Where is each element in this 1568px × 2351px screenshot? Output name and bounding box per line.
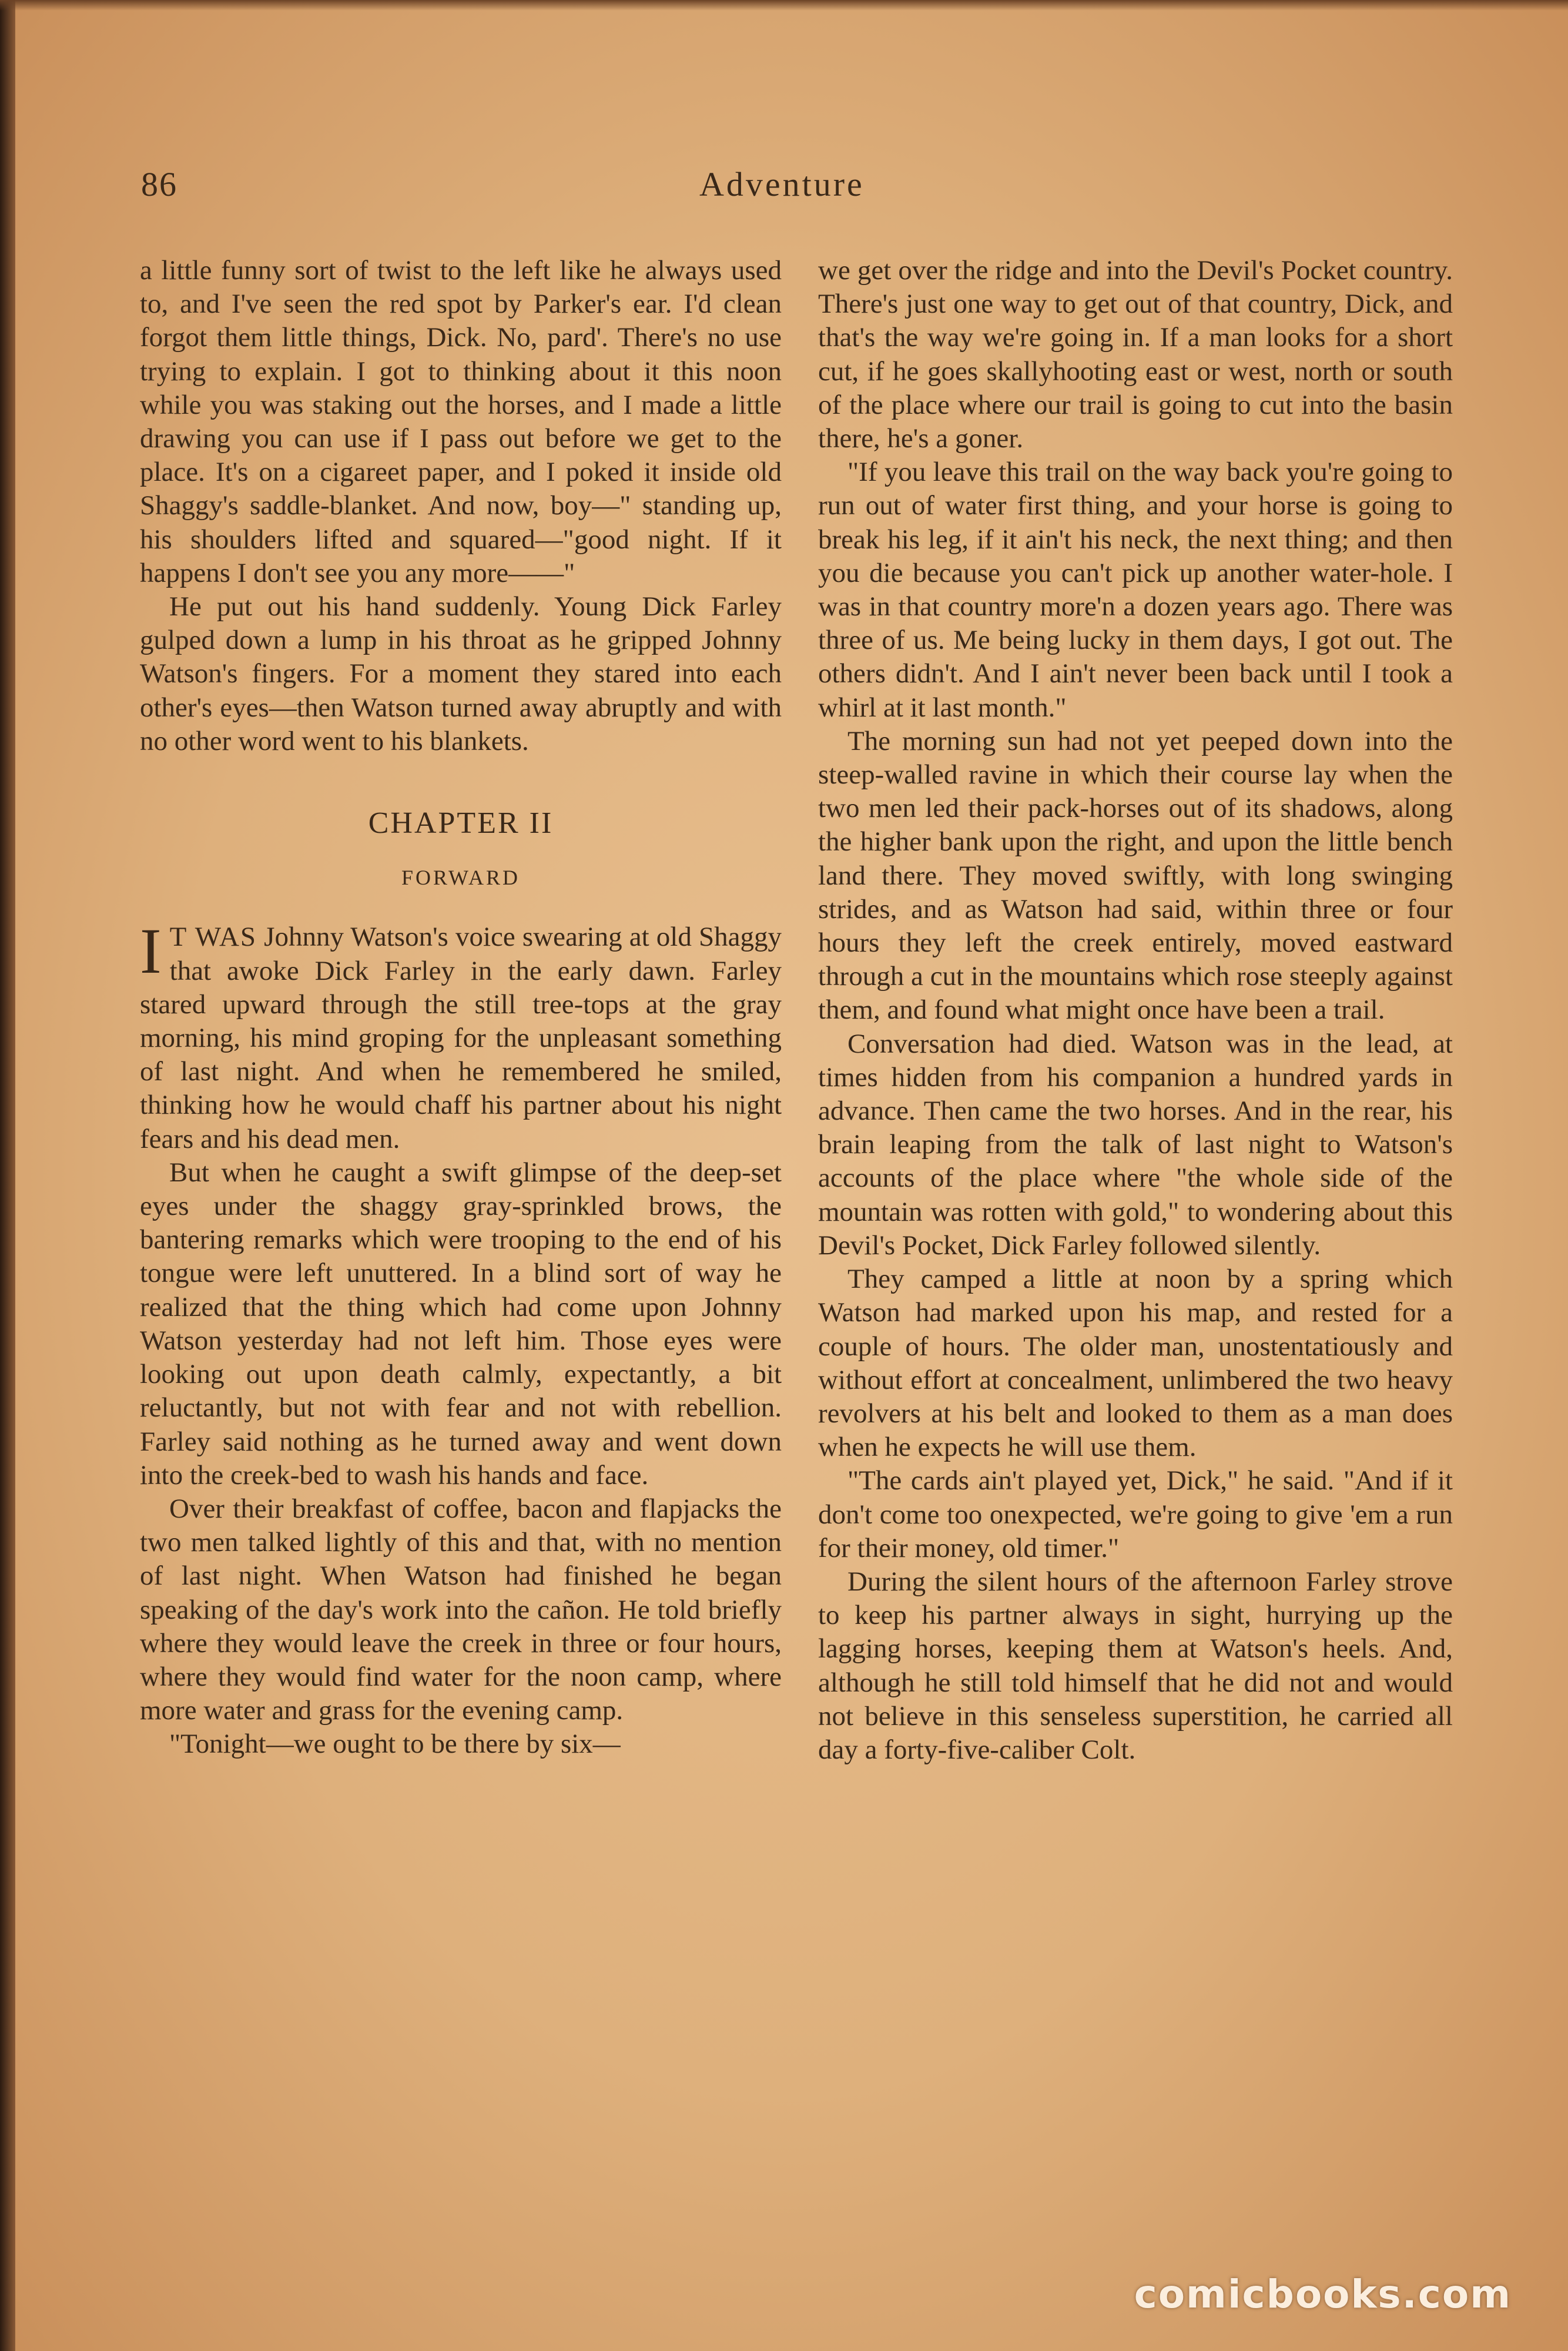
paragraph: Conversation had died. Watson was in the lead, at times hidden from his companion a hundred yards in advance. Then came the two horses. And in the rear, his brain leaping from the talk of last night to Watson's accounts of the place where "the whole side of the mountain was rotten with gold," to wondering about this Devil's Pocket, Dick Farley followed silently. [818, 1028, 1453, 1261]
page-top-edge [0, 0, 1568, 11]
paragraph: Over their breakfast of coffee, bacon and flapjacks the two men talked lightly of this and that, with no mention of last night. When Watson had finished he began speaking of the day's work into the cañon. He told briefly where they would leave the creek in three or four hours, where they would find water for the noon camp, where more water and grass for the evening camp. [140, 1493, 782, 1726]
running-title: Adventure [699, 165, 865, 203]
paragraph: They camped a little at noon by a spring which Watson had marked upon his map, and rested for a couple of hours. The older man, unostentatiously and without effort at concealment, unlimbered the two heavy revolvers at his belt and looked to them as a man does when he expects he will use them. [818, 1264, 1453, 1463]
chapter-subtitle: FORWARD [401, 866, 521, 890]
right-column [818, 254, 1453, 1767]
paragraph: we get over the ridge and into the Devil's Pocket country. There's just one way to get out of that country, Dick, and that's the way we're going in. If a man looks for a short cut, if he goes skallyhooting east or west, north or south of the place where our trail is going to cut into the basin there, he's a goner. [818, 255, 1453, 454]
paragraph: a little funny sort of twist to the left like he always used to, and I've seen the red spot by Parker's ear. I'd clean forgot them little things, Dick. No, pard'. There's no use trying to explain. I got to thinking about it this noon while you was staking out the horses, and I made a little drawing you can use if I pass out before we get to the place. It's on a cigareet paper, and I poked it inside old Shaggy's saddle-blanket. And now, boy—" standing up, his shoulders lifted and squared—"good night. If it happens I don't see you any more——" [140, 255, 782, 588]
paragraph: "If you leave this trail on the way back you're going to run out of water first thing, and your horse is going to break his leg, if it ain't his neck, the next thing; and then you die because you can't pick up another water-hole. I was in that country more'n a dozen years ago. There was three of us. Me being lucky in them days, I got out. The others didn't. And I ain't never been back until I took a whirl at it last month." [818, 457, 1453, 723]
page-header [141, 165, 1452, 217]
page-binding-edge [0, 0, 15, 2351]
chapter-opening-paragraph [140, 915, 782, 1156]
page-number: 86 [141, 165, 177, 203]
paragraph: During the silent hours of the afternoon Farley strove to keep his partner always in sight, hurrying up the lagging horses, keeping them at Watson's heels. And, although he still told himself that he did not and would not believe in this senseless superstition, he carried all day a forty-five-caliber Colt. [818, 1566, 1453, 1765]
chapter-title: CHAPTER II [368, 806, 554, 840]
paragraph: "The cards ain't played yet, Dick," he said. "And if it don't come too onexpected, we're going to give 'em a run for their money, old timer." [818, 1465, 1453, 1563]
paragraph-text: Johnny Watson's voice swearing at old Shaggy that awoke Dick Farley in the early dawn. Farley stared upward through the still tree-tops at the gray morning, his mind groping for the unpleasant something of last night. And when he remembered he smiled, thinking how he would chaff his partner about his night fears and his dead men. [140, 922, 782, 1154]
left-column [140, 254, 782, 1761]
drop-cap: I [140, 915, 162, 987]
paragraph: He put out his hand suddenly. Young Dick Farley gulped down a lump in his throat as he gripped Johnny Watson's fingers. For a moment they stared into each other's eyes—then Watson turned away abruptly and with no other word went to his blankets. [140, 591, 782, 756]
opening-words: T WAS [169, 922, 257, 953]
watermark: comicbooks.com [1134, 2272, 1512, 2317]
paragraph: "Tonight—we ought to be there by six— [169, 1729, 621, 1760]
paragraph: The morning sun had not yet peeped down into the steep-walled ravine in which their course lay when the two men led their pack-horses out of its shadows, along the higher bank upon the right, and upon the little bench land there. They moved swiftly, with long swinging strides, and as Watson had said, within three or four hours they left the creek entirely, moved eastward through a cut in the mountains which rose steeply against them, and found what might once have been a trail. [818, 725, 1453, 1026]
paragraph: But when he caught a swift glimpse of the deep-set eyes under the shaggy gray-sprinkled brows, the bantering remarks which were trooping to the end of his tongue were left unuttered. In a blind sort of way he realized that the thing which had come upon Johnny Watson yesterday had not left him. Those eyes were looking out upon death calmly, expectantly, a bit reluctantly, but not with fear and not with rebellion. Farley said nothing as he turned away and went down into the creek-bed to wash his hands and face. [140, 1157, 782, 1491]
